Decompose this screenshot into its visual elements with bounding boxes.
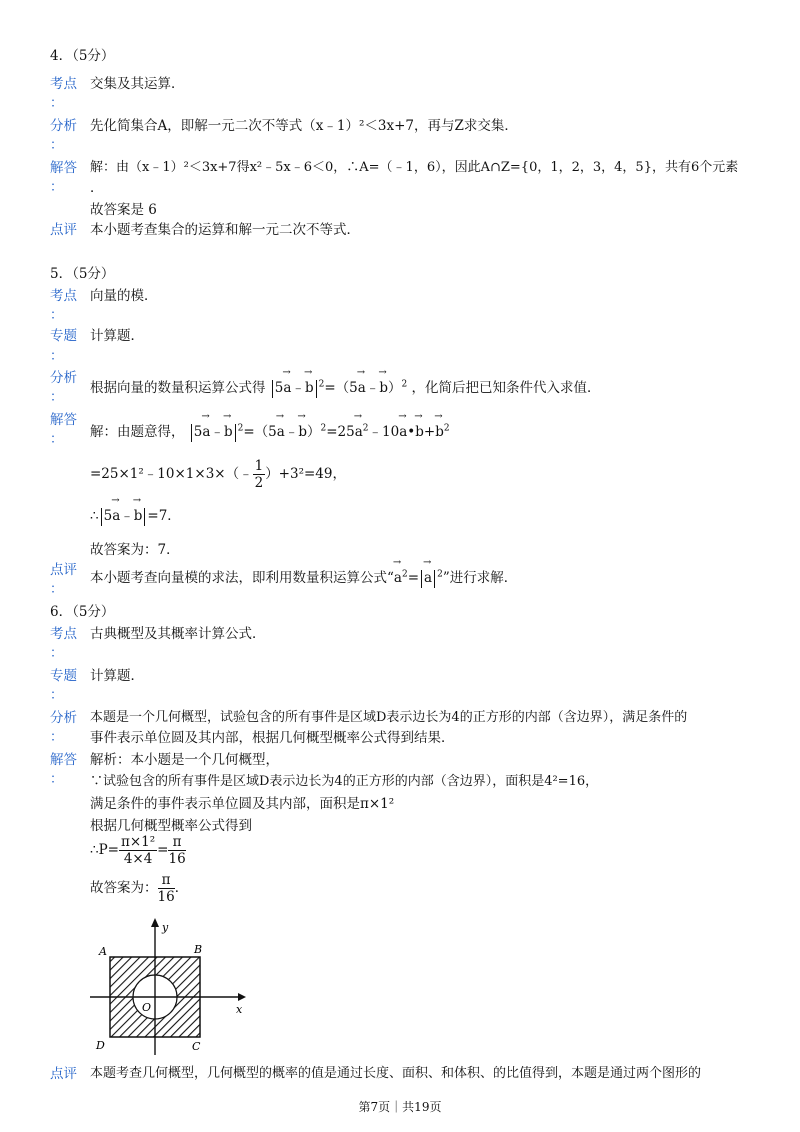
q6-jieda-line4: 根据几何概型概率公式得到 xyxy=(90,818,252,834)
q5-answer: 故答案为：7． xyxy=(90,542,180,558)
q4-answer: 故答案是 6 xyxy=(90,202,157,218)
q4-colon-3: ： xyxy=(50,180,64,195)
q5-colon-2: ： xyxy=(50,349,64,364)
q5-fenxi-math: 5→ a﹣→ b $^2$=（5→ a﹣→ b）$^2$ xyxy=(270,380,407,396)
q6-fenxi-line2: 事件表示单位圆及其内部，根据几何概型概率公式得到结果． xyxy=(90,730,455,746)
q6-jieda-label: 解答 xyxy=(50,752,77,768)
q6-answer-frac xyxy=(158,872,175,905)
q4-jieda-label: 解答 xyxy=(50,160,77,176)
q5-zhuanti-text: 计算题． xyxy=(90,328,144,344)
q6-colon-1: ： xyxy=(50,646,64,661)
q6-colon-4: ： xyxy=(50,772,64,787)
page-footer: 第7页｜共19页 xyxy=(358,1100,442,1114)
q5-frac-num: 1 xyxy=(254,458,264,474)
q5-frac-half xyxy=(253,458,266,491)
q6-p-den: 4×4 xyxy=(123,851,153,867)
q5-fenxi-post: ，化简后把已知条件代入求值． xyxy=(411,380,601,396)
q6-fenxi-label: 分析 xyxy=(50,710,77,726)
q6-label-D: D xyxy=(96,1039,105,1052)
q6-x-arrow xyxy=(238,993,246,1001)
q5-dianping-pre: 本小题考查向量模的求法，即利用数量积运算公式“ xyxy=(90,570,394,586)
q4-kaodian-label: 考点 xyxy=(50,76,77,92)
q5-colon-1: ： xyxy=(50,308,64,323)
q6-label-B: B xyxy=(194,943,203,956)
q4-jieda-dot: ． xyxy=(90,180,104,196)
q5-jieda-label: 解答 xyxy=(50,412,77,428)
q6-dianping-label: 点评 xyxy=(50,1066,77,1082)
q6-answer-pre: 故答案为： xyxy=(90,880,158,896)
q6-colon-2: ： xyxy=(50,688,64,703)
q6-p-result-num: π xyxy=(168,834,185,851)
q4-dianping-label: 点评 xyxy=(50,222,77,238)
q6-label-O: O xyxy=(142,1001,152,1014)
q5-colon-3: ： xyxy=(50,390,64,405)
q6-jieda-line2: ∵试验包含的所有事件是区域D表示边长为4的正方形的内部（含边界），面积是4²=16， xyxy=(90,774,599,789)
q6-figure xyxy=(88,915,248,1055)
q6-p-result xyxy=(168,834,185,867)
q5-therefore-line: ∴ 5→ a﹣→ b =7． xyxy=(90,504,181,526)
q5-dianping-post: ”进行求解． xyxy=(442,570,518,586)
q6-p-frac xyxy=(119,834,157,867)
q5-kaodian-label: 考点 xyxy=(50,288,77,304)
q5-kaodian-text: 向量的模． xyxy=(90,288,158,304)
q4-kaodian-text: 交集及其运算． xyxy=(90,76,185,92)
q6-label-C: C xyxy=(192,1040,201,1053)
q6-jieda-line3: 满足条件的事件表示单位圆及其内部，面积是π×1² xyxy=(90,796,395,812)
q6-dianping-text: 本题考查几何概型，几何概型的概率的值是通过长度、面积、和体积、的比值得到，本题是通过两个图形的 xyxy=(90,1066,702,1081)
q5-fenxi-label: 分析 xyxy=(50,370,77,386)
q5-jieda-math: 5→ a﹣→ b $^2$=（5→ a﹣→ $b)^2=25\to a^2﹣10\to$ a•→ $b+\to b^2$ xyxy=(189,424,450,440)
q4-heading: 4．（5分） xyxy=(50,48,115,64)
q6-label-x: x xyxy=(236,1003,243,1016)
q5-zhuanti-label: 专题 xyxy=(50,328,77,344)
q5-calc-pre: =25×1²﹣10×1×3×（﹣ xyxy=(90,466,253,482)
q4-fenxi-text: 先化简集合A，即解一元二次不等式（x﹣1）²＜3x+7，再与Z求交集． xyxy=(90,118,518,134)
q6-jieda-line1: 解析：本小题是一个几何概型， xyxy=(90,752,279,768)
q5-dianping-line: 本小题考查向量模的求法，即利用数量积运算公式“→ $a^2=\to a$ $^2$”进行求解． xyxy=(90,566,517,588)
q6-label-y: y xyxy=(162,921,169,934)
q6-zhuanti-text: 计算题． xyxy=(90,668,144,684)
q6-p-eq: = xyxy=(157,842,169,858)
q6-p-num: π×1² xyxy=(120,834,156,850)
q5-dianping-label: 点评 xyxy=(50,562,77,578)
q6-answer-num: π xyxy=(158,872,175,889)
q4-dianping-text: 本小题考查集合的运算和解一元二次不等式． xyxy=(90,222,360,238)
q5-therefore-sym: ∴ xyxy=(90,508,99,524)
q5-jieda-line1 xyxy=(90,420,450,442)
q5-calc-line xyxy=(90,458,346,491)
q5-heading: 5．（5分） xyxy=(50,266,115,282)
q5-calc-post: ）+3²=49， xyxy=(265,466,346,482)
q6-p-result-den: 16 xyxy=(168,851,186,867)
q5-colon-5: ： xyxy=(50,582,64,597)
q6-kaodian-label: 考点 xyxy=(50,626,77,642)
q6-label-A: A xyxy=(99,945,107,958)
q6-answer-den: 16 xyxy=(157,889,175,905)
q6-probability-line xyxy=(90,834,186,867)
q4-jieda-line1: 解：由（x﹣1）²＜3x+7得x²﹣5x﹣6＜0，∴A=（﹣1，6），因此A∩Z={0，1，2，3，4，5}，共有6个元素 xyxy=(90,160,739,175)
q6-y-arrow xyxy=(151,918,159,927)
q5-fenxi-pre: 根据向量的数量积运算公式得 xyxy=(90,380,266,396)
q6-fenxi-line1: 本题是一个几何概型，试验包含的所有事件是区域D表示边长为4的正方形的内部（含边界），满足条件的 xyxy=(90,710,688,725)
q5-therefore-post: =7． xyxy=(147,508,181,524)
q4-colon-1: ： xyxy=(50,96,64,111)
q6-p-prefix: ∴P= xyxy=(90,842,119,858)
q6-heading: 6．（5分） xyxy=(50,604,115,620)
q6-kaodian-text: 古典概型及其概率计算公式． xyxy=(90,626,266,642)
q5-jieda-pre: 解：由题意得， xyxy=(90,424,185,440)
q5-fenxi-formula xyxy=(90,376,601,398)
q4-colon-2: ： xyxy=(50,138,64,153)
q4-fenxi-label: 分析 xyxy=(50,118,77,134)
q5-colon-4: ： xyxy=(50,432,64,447)
q5-frac-den: 2 xyxy=(254,475,264,491)
q6-zhuanti-label: 专题 xyxy=(50,668,77,684)
q6-answer-post: ． xyxy=(174,880,189,896)
q6-answer-line xyxy=(90,872,188,905)
q6-colon-3: ： xyxy=(50,730,64,745)
